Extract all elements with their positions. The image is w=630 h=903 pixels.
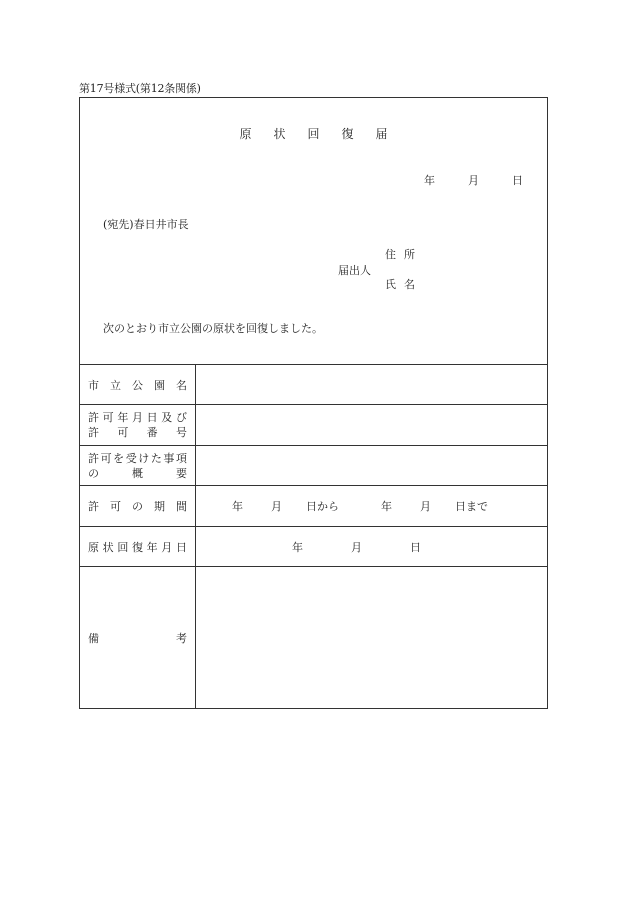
label-char: 可 xyxy=(100,451,112,465)
label-char: 要 xyxy=(176,466,187,480)
year-label: 年 xyxy=(424,174,435,187)
year-label: 年 xyxy=(232,500,243,513)
label-spread xyxy=(88,630,187,646)
month-label: 月 xyxy=(351,540,362,554)
applicant-label: 届出人 xyxy=(338,264,371,277)
label-char: 原 xyxy=(88,540,99,554)
label-char: 期 xyxy=(154,500,165,513)
table-row-park-name xyxy=(80,364,547,404)
permit-date-number-field[interactable] xyxy=(196,405,547,445)
addressee: (宛先)春日井市長 xyxy=(103,218,189,231)
to-label: 日まで xyxy=(455,500,488,513)
label-char: た xyxy=(150,451,162,465)
table-row-permit-period xyxy=(80,485,547,526)
label-two-lines xyxy=(88,410,187,440)
name-label: 氏名 xyxy=(385,278,423,291)
statement-text: 次のとおり市立公園の原状を回復しました。 xyxy=(103,322,323,335)
label-char: 事 xyxy=(163,451,175,465)
label-char: 月 xyxy=(161,540,173,554)
label-char: 許 xyxy=(88,451,99,465)
label-char: 市 xyxy=(88,378,99,392)
label-char: 及 xyxy=(161,411,173,424)
label-char: を xyxy=(113,451,125,465)
label-char: の xyxy=(88,466,99,480)
label-char: 復 xyxy=(131,540,143,554)
label-spread xyxy=(88,539,187,555)
table-row-permit-date-number xyxy=(80,404,547,445)
remarks-field[interactable] xyxy=(196,567,547,709)
label-char: 許 xyxy=(88,426,99,439)
form-title: 原状回復届 xyxy=(239,127,410,141)
label-spread xyxy=(88,498,187,514)
label-char: 受 xyxy=(125,451,137,465)
label-line xyxy=(88,451,187,466)
label-line xyxy=(88,410,187,425)
row-label xyxy=(80,486,196,526)
label-char: 号 xyxy=(175,426,187,439)
label-char: 可 xyxy=(110,500,121,513)
label-line xyxy=(88,466,187,481)
label-char: 状 xyxy=(102,540,114,554)
day-label: 日 xyxy=(410,540,421,554)
label-char: び xyxy=(175,411,187,424)
label-char: 日 xyxy=(146,411,158,424)
from-label: 日から xyxy=(306,500,339,513)
address-label: 住所 xyxy=(385,248,423,261)
year-label: 年 xyxy=(381,500,392,513)
row-label xyxy=(80,567,196,709)
month-label: 月 xyxy=(468,174,479,187)
label-two-lines xyxy=(88,451,187,481)
row-label xyxy=(80,527,196,566)
month-label: 月 xyxy=(420,500,431,513)
form-number: 第17号様式(第12条関係) xyxy=(79,82,201,95)
label-char: 概 xyxy=(132,466,143,480)
restoration-date-text xyxy=(292,539,421,555)
label-char: 項 xyxy=(175,451,187,465)
notification-form xyxy=(79,97,548,709)
label-char: 許 xyxy=(88,500,99,513)
table-row-restoration-date xyxy=(80,526,547,566)
row-label xyxy=(80,446,196,485)
label-char: け xyxy=(138,451,150,465)
period-text xyxy=(232,498,488,514)
label-char: 番 xyxy=(146,426,158,439)
label-char: 備 xyxy=(88,632,99,645)
label-char: 園 xyxy=(154,378,165,392)
form-header-area xyxy=(80,98,547,364)
submission-date xyxy=(424,172,523,188)
label-char: 立 xyxy=(110,378,121,392)
label-char: 月 xyxy=(131,411,143,424)
row-label xyxy=(80,365,196,404)
label-char: の xyxy=(132,500,143,513)
label-char: 間 xyxy=(176,500,187,513)
permit-period-field[interactable] xyxy=(196,486,547,526)
month-label: 月 xyxy=(271,500,282,513)
label-char: 名 xyxy=(176,378,187,392)
label-char: 可 xyxy=(117,426,129,439)
label-line xyxy=(88,425,187,440)
label-char: 日 xyxy=(175,540,187,554)
day-label: 日 xyxy=(512,174,523,187)
label-spread xyxy=(88,377,187,393)
park-name-field[interactable] xyxy=(196,365,547,404)
label-char: 年 xyxy=(146,540,158,554)
label-char: 公 xyxy=(132,378,143,392)
label-char: 回 xyxy=(117,540,129,554)
label-char: 許 xyxy=(88,411,99,424)
row-label xyxy=(80,405,196,445)
table-row-remarks xyxy=(80,566,547,709)
table-row-permitted-matters xyxy=(80,445,547,485)
label-char: 考 xyxy=(176,632,187,645)
label-char: 可 xyxy=(102,411,114,424)
restoration-date-field[interactable] xyxy=(196,527,547,566)
permitted-matters-field[interactable] xyxy=(196,446,547,485)
year-label: 年 xyxy=(292,540,303,554)
label-char: 年 xyxy=(117,411,129,424)
